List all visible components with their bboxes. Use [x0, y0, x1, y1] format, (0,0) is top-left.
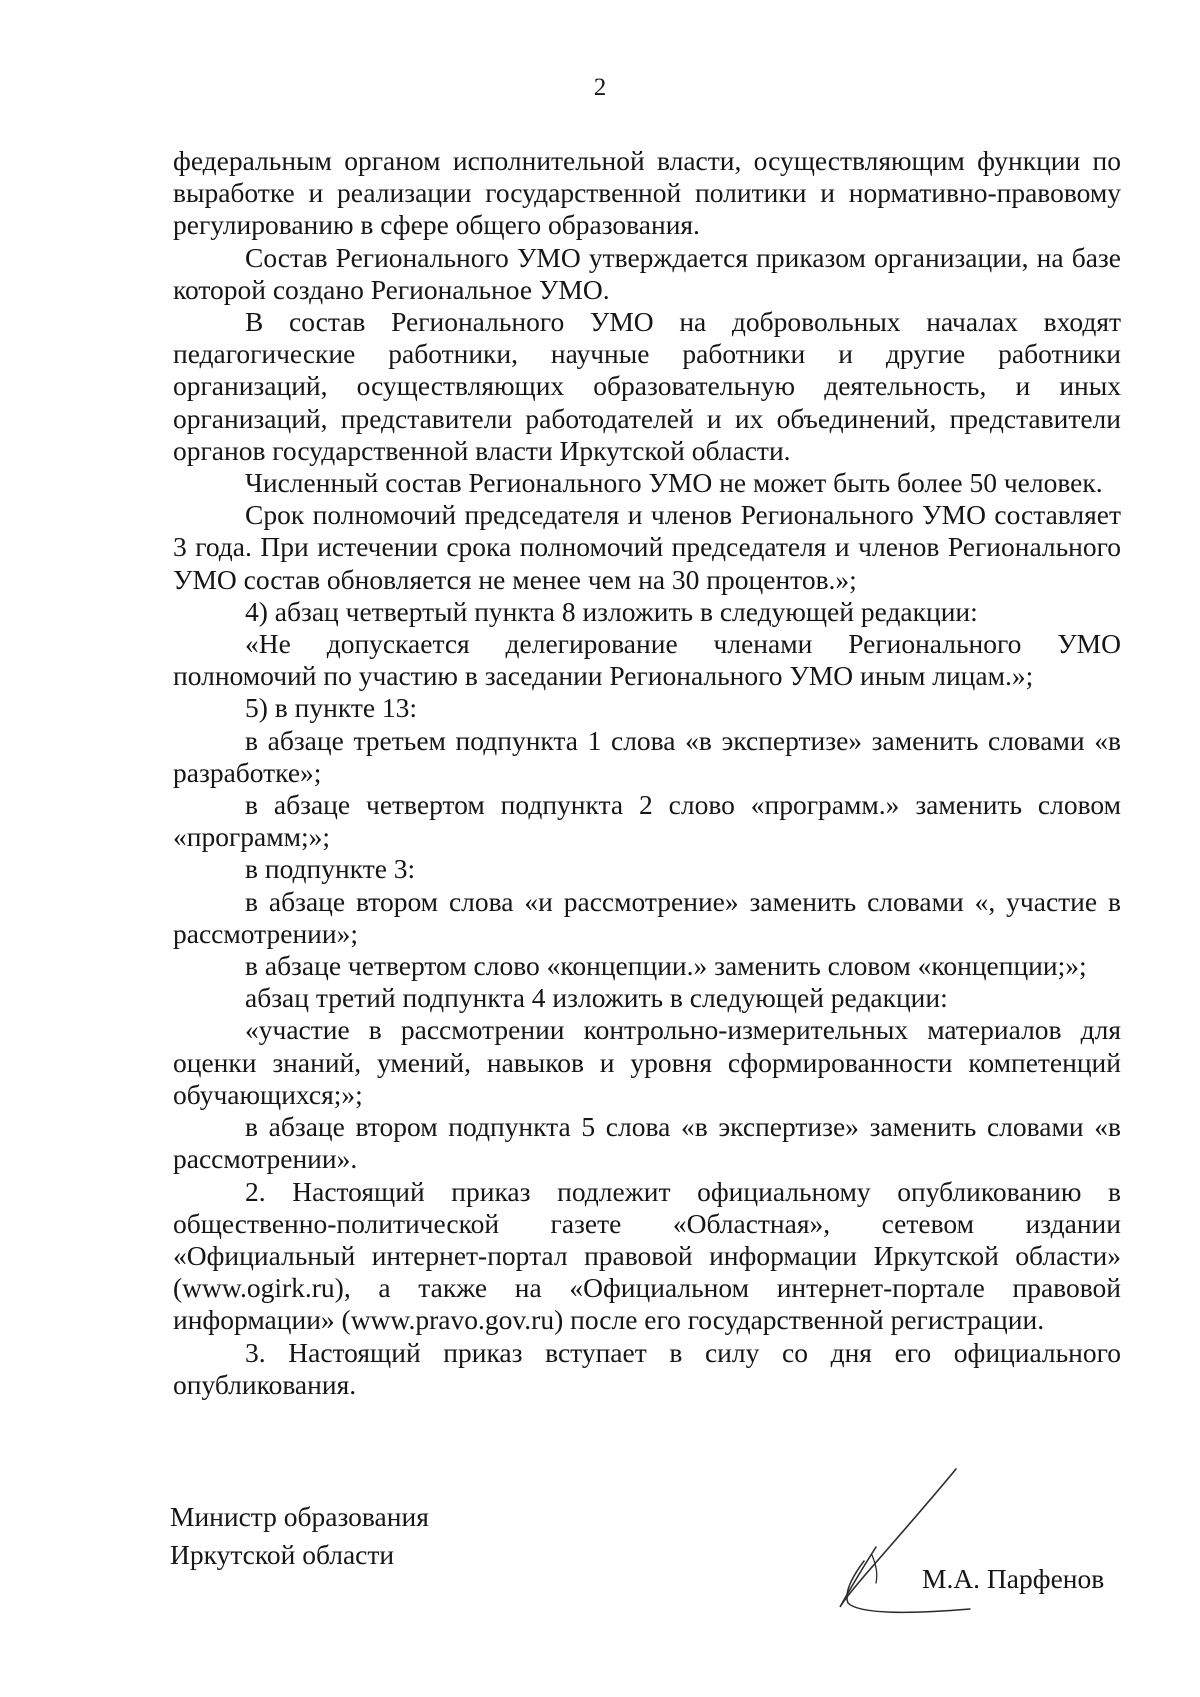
paragraph-item-2: 2. Настоящий приказ подлежит официальному опубликованию в общественно-политической газете «Областная», сетевом издании «Официальный интернет-портал правовой информации Иркутской области» (www.ogirk.ru), а также на «Официальном интернет-портале правовой информации» (www.pravo.gov.ru) после его государственной регистрации. — [173, 1175, 1121, 1336]
page-number: 2 — [593, 74, 607, 101]
paragraph: абзац третий подпункта 4 изложить в следующей редакции: — [245, 982, 948, 1014]
signatory-title-line-1: Министр образования — [170, 1501, 429, 1532]
paragraph: в абзаце четвертом слово «концепции.» заменить словом «концепции;»; — [245, 950, 1087, 982]
paragraph: в абзаце втором подпункта 5 слова «в экспертизе» заменить словами «в рассмотрении». — [173, 1111, 1121, 1175]
paragraph: в абзаце втором слова «и рассмотрение» заменить словами «, участие в рассмотрении»; — [173, 885, 1121, 949]
paragraph: в абзаце третьем подпункта 1 слова «в экспертизе» заменить словами «в разработке»; — [173, 724, 1121, 788]
paragraph: 5) в пункте 13: — [245, 692, 418, 724]
paragraph: В состав Регионального УМО на добровольных началах входят педагогические работники, научные работники и другие работники организаций, осуществляющих образовательную деятельность, и иных организаций, представители работодателей и их объединений, представители органов государственной власти Иркутской области. — [173, 306, 1121, 466]
paragraph: «Не допускается делегирование членами Регионального УМО полномочий по участию в заседании Регионального УМО иным лицам.»; — [173, 628, 1121, 692]
signatory-title — [170, 1498, 429, 1574]
signatory-title-line-2: Иркутской области — [170, 1539, 395, 1570]
document-body — [173, 145, 1121, 1401]
paragraph: Срок полномочий председателя и членов Регионального УМО составляет 3 года. При истечении срока полномочий председателя и членов Регионального УМО состав обновляется не менее чем на 30 процентов.»; — [173, 499, 1121, 595]
signatory-name: М.А. Парфенов — [922, 1563, 1105, 1594]
paragraph-continuation: федеральным органом исполнительной власти, осуществляющим функции по выработке и реализации государственной политики и нормативно-правовому регулированию в сфере общего образования. — [173, 145, 1121, 241]
paragraph: «участие в рассмотрении контрольно-измерительных материалов для оценки знаний, умений, навыков и уровня сформированности компетенций обучающихся;»; — [173, 1014, 1121, 1110]
paragraph: Состав Регионального УМО утверждается приказом организации, на базе которой создано Региональное УМО. — [173, 241, 1121, 305]
paragraph: в абзаце четвертом подпункта 2 слово «программ.» заменить словом «программ;»; — [173, 789, 1121, 853]
paragraph: 4) абзац четвертый пункта 8 изложить в следующей редакции: — [245, 595, 978, 627]
paragraph: в подпункте 3: — [245, 853, 416, 885]
paragraph: Численный состав Регионального УМО не может быть более 50 человек. — [245, 467, 1103, 499]
paragraph-item-3: 3. Настоящий приказ вступает в силу со дня его официального опубликования. — [173, 1336, 1121, 1400]
